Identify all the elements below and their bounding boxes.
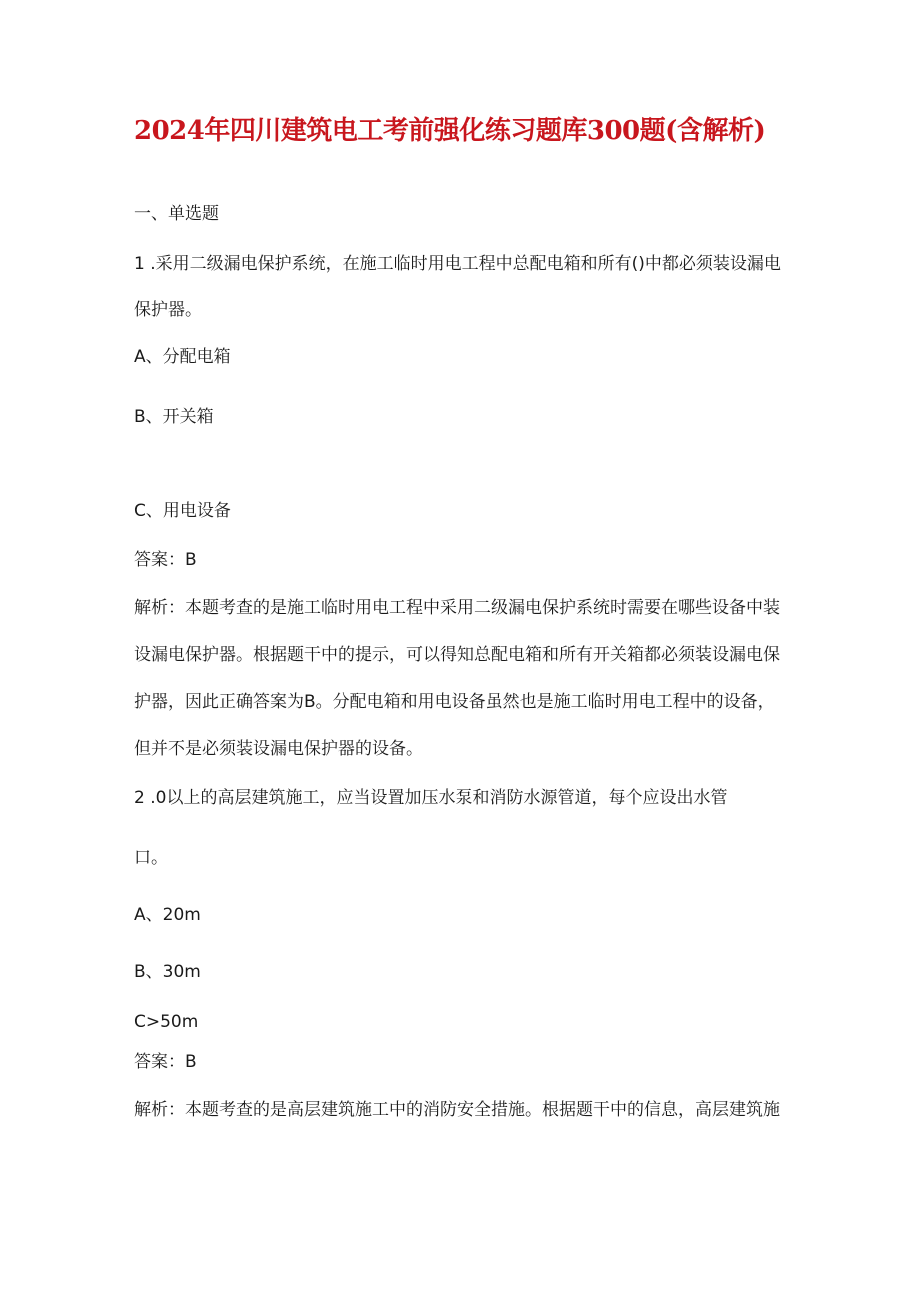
document-title: 2024年四川建筑电工考前强化练习题库300题(含解析) [134, 116, 766, 146]
q1-stem-line-1: 1 .采用二级漏电保护系统，在施工临时用电工程中总配电箱和所有()中都必须装设漏电 [134, 254, 781, 274]
q2-option-c: C>50m [134, 1012, 199, 1032]
q1-option-c: C、用电设备 [134, 501, 231, 521]
q1-analysis-line-3: 护器，因此正确答案为B。分配电箱和用电设备虽然也是施工临时用电工程中的设备， [134, 692, 775, 712]
q2-stem-line-2: 口。 [134, 848, 168, 868]
section-heading: 一、单选题 [134, 204, 219, 224]
q2-stem-line-1: 2 .0以上的高层建筑施工，应当设置加压水泵和消防水源管道，每个应设出水管 [134, 788, 728, 808]
q1-analysis-line-4: 但并不是必须装设漏电保护器的设备。 [134, 739, 423, 759]
q2-option-b: B、30m [134, 962, 201, 982]
q1-analysis-line-1: 解析：本题考查的是施工临时用电工程中采用二级漏电保护系统时需要在哪些设备中装 [134, 598, 780, 618]
q1-option-b: B、开关箱 [134, 407, 214, 427]
q1-option-a: A、分配电箱 [134, 347, 231, 367]
q2-answer: 答案：B [134, 1052, 197, 1072]
q2-option-a: A、20m [134, 905, 201, 925]
q1-answer: 答案：B [134, 550, 197, 570]
q2-analysis-line-1: 解析：本题考查的是高层建筑施工中的消防安全措施。根据题干中的信息，高层建筑施 [134, 1100, 780, 1120]
q1-analysis-line-2: 设漏电保护器。根据题干中的提示，可以得知总配电箱和所有开关箱都必须装设漏电保 [134, 645, 780, 665]
q1-stem-line-2: 保护器。 [134, 300, 202, 320]
